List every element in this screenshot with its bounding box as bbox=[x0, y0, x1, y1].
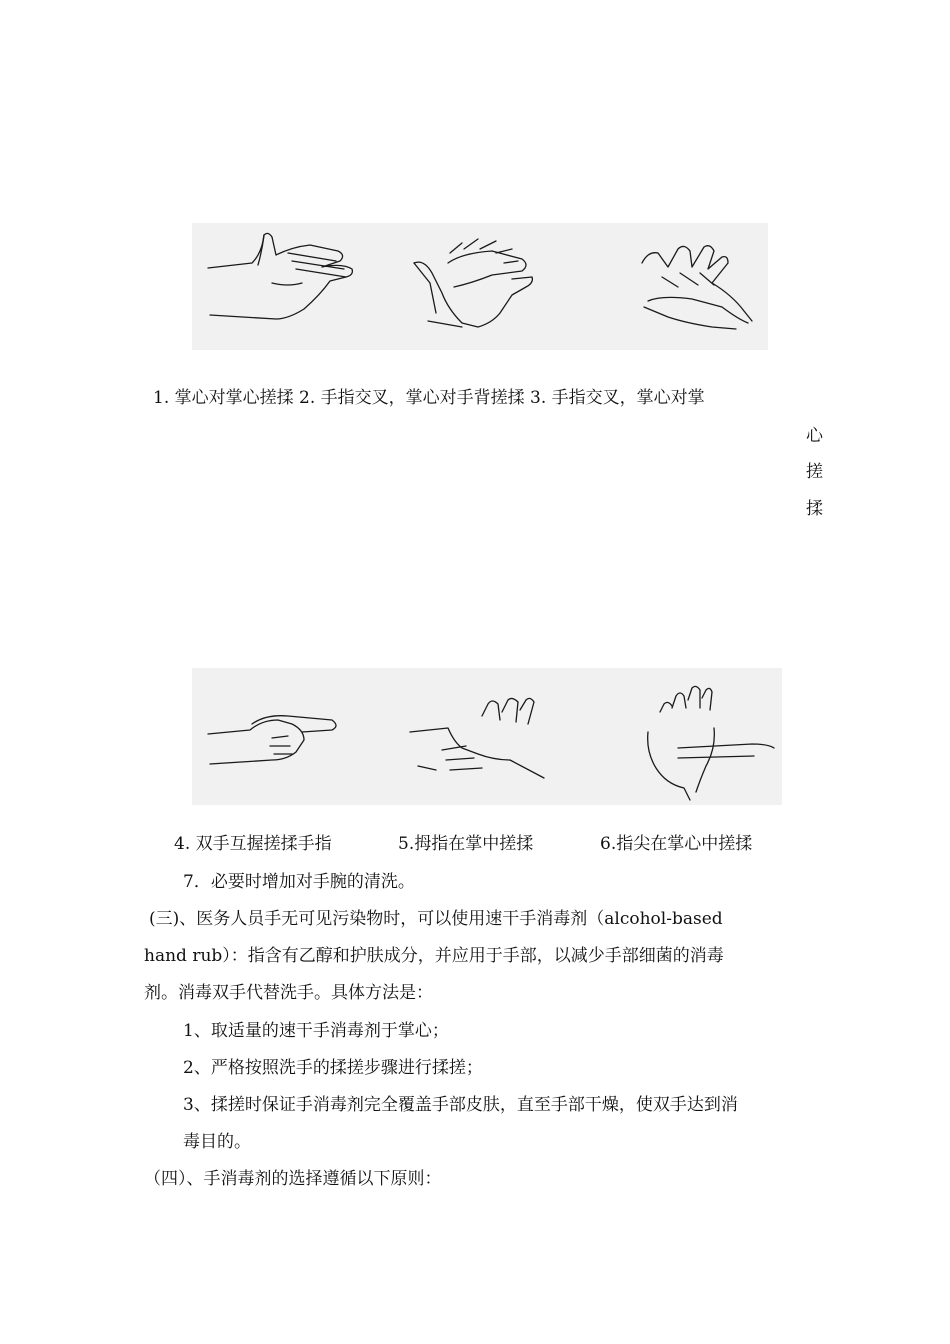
caption-overflow-char-3: 揉 bbox=[806, 499, 823, 519]
section-3-line-3: 剂。消毒双手代替洗手。具体方法是： bbox=[144, 983, 433, 1003]
caption-steps-1-3: 1. 掌心对掌心搓揉 2. 手指交叉，掌心对手背搓揉 3. 手指交叉，掌心对掌 bbox=[153, 388, 705, 408]
palm-to-back-hands-icon bbox=[414, 239, 532, 327]
hands-illustration-bottom bbox=[192, 668, 782, 805]
fingertips-in-palm-hands-icon bbox=[648, 686, 774, 800]
interlaced-palm-hands-icon bbox=[642, 246, 752, 329]
section-3-line-1: (三)、医务人员手无可见污染物时，可以使用速干手消毒剂（alcohol-based bbox=[149, 909, 723, 929]
caption-step-5: 5.拇指在掌中搓揉 bbox=[398, 834, 534, 854]
hand-washing-figure-steps-4-6 bbox=[192, 668, 782, 805]
caption-step-6: 6.指尖在掌心中搓揉 bbox=[600, 834, 753, 854]
list-item-2: 2、严格按照洗手的揉搓步骤进行揉搓； bbox=[183, 1058, 483, 1078]
caption-overflow-char-2: 搓 bbox=[806, 462, 823, 482]
step-7-wrist-cleaning: 7．必要时增加对手腕的清洗。 bbox=[183, 872, 415, 892]
thumb-in-palm-hands-icon bbox=[410, 698, 544, 778]
list-item-3-line-2: 毒目的。 bbox=[183, 1132, 251, 1152]
section-3-line-2: hand rub）：指含有乙醇和护肤成分，并应用于手部，以减少手部细菌的消毒 bbox=[144, 946, 724, 966]
caption-overflow-char-1: 心 bbox=[806, 426, 823, 446]
section-4-heading: （四）、手消毒剂的选择遵循以下原则： bbox=[144, 1169, 442, 1189]
list-item-1: 1、取适量的速干手消毒剂于掌心； bbox=[183, 1021, 449, 1041]
hands-illustration-top bbox=[192, 223, 768, 350]
hand-washing-figure-steps-1-3 bbox=[192, 223, 768, 350]
palm-to-palm-hands-icon bbox=[208, 233, 352, 319]
caption-step-4: 4. 双手互握搓揉手指 bbox=[174, 834, 332, 854]
list-item-3-line-1: 3、揉搓时保证手消毒剂完全覆盖手部皮肤，直至手部干燥，使双手达到消 bbox=[183, 1095, 738, 1115]
clasped-fingers-hands-icon bbox=[208, 716, 336, 764]
